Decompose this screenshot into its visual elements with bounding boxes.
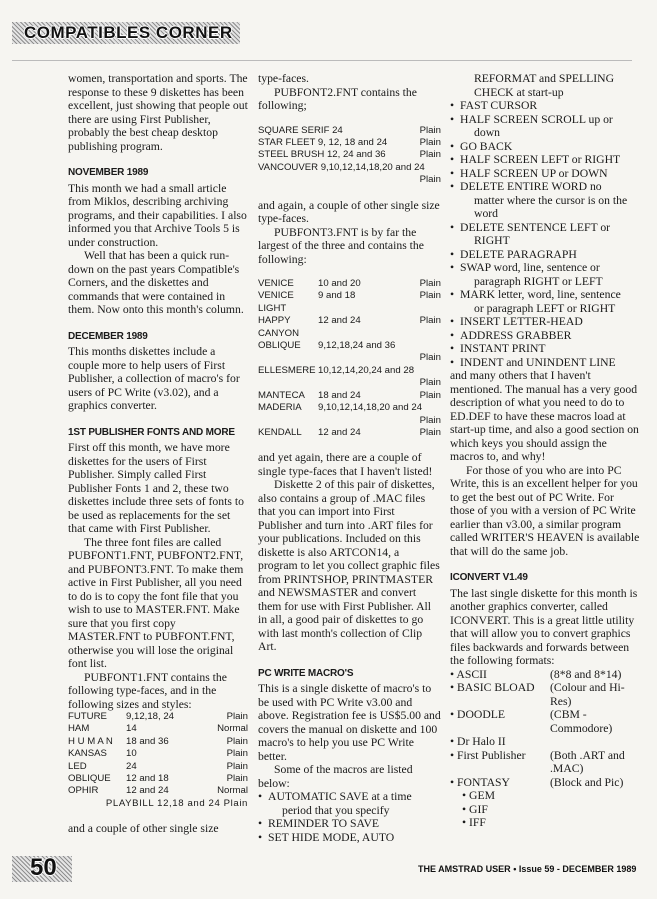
font-sizes: 14	[126, 723, 137, 735]
font-name: VENICE LIGHT	[258, 290, 294, 314]
column-1	[68, 72, 248, 836]
font-table	[258, 125, 441, 187]
list-item	[450, 342, 640, 356]
format-name-wrap	[450, 776, 550, 790]
table-row	[258, 352, 441, 364]
bullet-icon: •	[450, 153, 455, 166]
section-heading: 1ST PUBLISHER FONTS AND MORE	[68, 426, 235, 438]
format-name: GIF	[469, 802, 488, 816]
list-item	[450, 167, 640, 181]
format-name: IFF	[469, 816, 486, 829]
table-row	[258, 402, 441, 414]
font-name	[258, 415, 318, 427]
list-item	[450, 221, 640, 235]
bullet-icon: •	[450, 708, 458, 721]
list-item-text: AUTOMATIC SAVE at a time	[268, 790, 412, 804]
font-sizes: 12 and 24	[318, 315, 361, 327]
bullet-icon: •	[450, 328, 455, 342]
font-sizes: 12 and 24	[318, 426, 361, 438]
font-style: Plain	[419, 414, 441, 426]
list-item	[258, 790, 441, 804]
list-item	[450, 153, 640, 167]
list-item-text: SWAP word, line, sentence or	[460, 261, 600, 274]
font-sizes: 9 and 18	[318, 290, 356, 302]
list-item-text: REMINDER TO SAVE	[268, 817, 380, 831]
list-item	[450, 803, 640, 817]
font-style: Normal	[217, 723, 248, 735]
font-name	[258, 377, 318, 389]
list-item	[450, 248, 640, 262]
font-name: VENICE	[258, 278, 294, 290]
font-style: Plain	[419, 352, 441, 364]
font-style: Normal	[217, 785, 248, 797]
bullet-icon: •	[450, 180, 455, 193]
list-item-continuation: or paragraph LEFT or RIGHT	[474, 301, 616, 315]
bullet-icon: •	[450, 261, 455, 274]
table-row	[258, 315, 441, 340]
font-style: Plain	[226, 748, 248, 760]
font-table	[68, 711, 248, 810]
list-item	[450, 749, 640, 776]
paragraph: type-faces.	[258, 72, 309, 85]
column-3	[450, 72, 640, 830]
list-item	[450, 735, 640, 749]
list-item	[258, 831, 441, 845]
list-item	[450, 681, 640, 708]
table-row: PLAYBILL 12,18 and 24 Plain	[105, 797, 248, 809]
table-row	[258, 427, 441, 439]
font-name: HAM	[68, 723, 90, 735]
font-style: Plain	[226, 711, 248, 722]
font-style: Plain	[419, 290, 441, 302]
bullet-icon: •	[450, 355, 455, 369]
list-item-text: DELETE ENTIRE WORD no	[460, 180, 602, 193]
format-desc: (Both .ART and .MAC)	[550, 748, 625, 775]
list-item	[450, 113, 640, 127]
font-style: Plain	[419, 389, 441, 401]
font-name: ELLESMERE	[258, 364, 316, 376]
table-row	[258, 340, 441, 352]
font-name: SQUARE SERIF 24	[258, 124, 343, 136]
format-name-wrap	[450, 681, 550, 708]
list-item	[450, 789, 640, 803]
column-2	[258, 72, 441, 844]
separator: •	[513, 864, 517, 874]
table-row	[258, 365, 441, 377]
paragraph: Diskette 2 of this pair of diskettes, also contains a group of .MAC files that you can import into First Publisher and turn into .ART files for your publications. Included on this diskette is also ARTCON14, a program to let you collect graphic files from PRINTSHOP, PRINTMASTER and NEWSMASTER and convert them for use with First Publisher. All in all, a good pair of diskettes to go with last month's collection of Clip Art.	[258, 478, 440, 654]
font-style: Plain	[226, 773, 248, 785]
paragraph: This month we had a small article from Miklos, describing archiving programs, and their capabilities. I also informed you that Archive Tools 5 is under construction.	[68, 181, 247, 249]
format-name-wrap	[450, 708, 550, 735]
bullet-icon: •	[462, 789, 470, 802]
format-name: First Publisher	[457, 748, 526, 762]
font-style: Plain	[226, 760, 248, 772]
font-style: Plain	[419, 136, 441, 148]
paragraph: This is a single diskette of macro's to be used with PC Write v3.00 and above. Registration fee is US$5.00 and covers the manual on diskette and 100 macro's to help you use PC Write better.	[258, 682, 441, 763]
list-item-text: INSTANT PRINT	[460, 342, 546, 355]
bullet-icon: •	[450, 667, 457, 681]
list-item	[450, 180, 640, 194]
format-name: Dr Halo II	[457, 735, 506, 748]
paragraph: and again, a couple of other single size type-faces.	[258, 198, 440, 226]
bullet-icon: •	[450, 342, 455, 355]
table-row	[68, 748, 248, 760]
format-name: DOODLE	[457, 708, 506, 721]
section-heading: DECEMBER 1989	[68, 330, 148, 342]
page-number: 50	[30, 854, 57, 881]
list-item-text: SET HIDE MODE, AUTO	[268, 830, 395, 844]
list-item	[450, 776, 640, 790]
format-desc: (CBM - Commodore)	[550, 708, 613, 735]
font-name: HAPPY CANYON	[258, 315, 300, 339]
list-item-continuation: RIGHT	[474, 234, 510, 247]
table-row	[258, 125, 441, 137]
paragraph: women, transportation and sports. The response to these 9 diskettes has been excellent, just showing that people out there are using First Publisher, probably the best cheap desktop publishing program.	[68, 72, 248, 153]
font-sizes: 9,12,18,24 and 36	[318, 340, 396, 352]
font-style: Plain	[419, 124, 441, 136]
paragraph: and many others that I haven't mentioned. The manual has a very good description of what you need to do to ED.DEF to have these macros load at start-up time, and also a good section on which keys you should assign the macros to, and why!	[450, 369, 639, 463]
format-name-wrap	[450, 749, 550, 776]
bullet-icon: •	[450, 112, 455, 126]
font-name	[258, 352, 318, 364]
list-item-text: INDENT and UNINDENT LINE	[460, 355, 616, 369]
font-name: KENDALL	[258, 426, 302, 438]
table-row	[68, 736, 248, 748]
paragraph: and a couple of other single size	[68, 822, 219, 836]
paragraph: For those of you who are into PC Write, this is an excellent helper for you to get the best out of PC Write. For those of you with a version of PC Write earlier than v3.00, a similar program called WRITER'S HEAVEN is available that will do the same job.	[450, 463, 640, 558]
table-row	[258, 278, 441, 290]
table-row	[258, 415, 441, 427]
list-item	[450, 816, 640, 830]
table-row	[68, 773, 248, 785]
bullet-icon: •	[450, 247, 455, 261]
list-item	[450, 668, 640, 682]
list-item-continuation: CHECK at start-up	[474, 85, 564, 99]
font-sizes: 18 and 36	[126, 735, 169, 747]
list-item-text: HALF SCREEN UP or DOWN	[460, 166, 608, 180]
bullet-icon: •	[450, 99, 455, 112]
format-name: FONTASY	[457, 775, 510, 789]
bullet-icon: •	[450, 735, 458, 748]
paragraph: Well that has been a quick run-down on the past years Compatible's Corners, and the diskettes and commands that were contained in them. Now onto this month's column.	[68, 249, 244, 316]
font-sizes: 10	[126, 748, 137, 760]
list-item	[450, 261, 640, 275]
font-style: Plain	[419, 426, 441, 438]
font-name: OPHIR	[68, 785, 99, 797]
table-row	[68, 711, 248, 723]
paragraph: and yet again, there are a couple of single type-faces that I haven't listed!	[258, 451, 433, 478]
font-style: Plain	[419, 315, 441, 327]
list-item-continuation: down	[474, 126, 500, 139]
footer-credit	[418, 864, 636, 874]
list-item	[450, 99, 640, 113]
list-item	[258, 817, 441, 831]
magazine-name: THE AMSTRAD USER	[418, 864, 511, 874]
list-item-continuation: period that you specify	[282, 803, 390, 817]
font-style: Plain	[419, 278, 441, 290]
font-name: FUTURE	[68, 711, 107, 722]
table-row	[68, 761, 248, 773]
format-name: GEM	[469, 789, 495, 802]
font-sizes: 12 and 18	[126, 773, 169, 785]
list-item	[450, 315, 640, 329]
list-item-text: FAST CURSOR	[460, 99, 538, 112]
issue-info: Issue 59 - DECEMBER 1989	[518, 864, 637, 874]
font-style: Plain	[419, 174, 441, 186]
section-heading: PC WRITE MACRO'S	[258, 667, 354, 679]
table-row	[258, 174, 441, 186]
list-item-text: ADDRESS GRABBER	[460, 328, 572, 342]
table-row	[258, 390, 441, 402]
paragraph: PUBFONT3.FNT is by far the largest of the three and contains the following:	[258, 225, 424, 266]
font-style: Plain	[226, 735, 248, 747]
paragraph: PUBFONT1.FNT contains the following type-faces, and in the following sizes and styles:	[68, 670, 227, 711]
table-row	[258, 377, 441, 389]
paragraph: The three font files are called PUBFONT1.FNT, PUBFONT2.FNT, and PUBFONT3.FNT. To make them active in First Publisher, all you need to do is to copy the font file that you wish to use to MASTER.FNT. Make sure that you first copy MASTER.FNT to PUBFONT.FNT, otherwise you will lose the original font list.	[68, 535, 244, 670]
format-name-wrap	[450, 735, 550, 749]
font-name: VANCOUVER 9,10,12,14,18,20 and 24	[258, 161, 425, 173]
list-item-text: MARK letter, word, line, sentence	[460, 288, 621, 301]
table-row	[258, 137, 441, 149]
list-item-continuation: paragraph RIGHT or LEFT	[474, 274, 603, 288]
font-sizes: 12 and 24	[126, 785, 169, 797]
section-heading: ICONVERT V1.49	[450, 572, 528, 583]
font-sizes: 24	[126, 760, 137, 772]
bullet-icon: •	[258, 790, 263, 804]
bullet-icon: •	[462, 816, 470, 829]
list-item	[450, 356, 640, 370]
font-name: LED	[68, 760, 87, 772]
list-item	[450, 140, 640, 154]
section-heading: NOVEMBER 1989	[68, 167, 149, 178]
list-item-text: DELETE SENTENCE LEFT or	[460, 220, 611, 234]
bullet-icon: •	[450, 315, 455, 328]
font-name: STAR FLEET 9, 12, 18 and 24	[258, 136, 388, 148]
font-sizes: 9,12,18, 24	[126, 711, 175, 722]
list-item-text: DELETE PARAGRAPH	[460, 247, 577, 261]
font-name: OBLIQUE	[258, 340, 301, 352]
list-item-text: HALF SCREEN LEFT or RIGHT	[460, 153, 621, 166]
table-row	[258, 162, 441, 174]
section-title: COMPATIBLES CORNER	[24, 23, 233, 42]
table-row	[68, 723, 248, 735]
bullet-icon: •	[450, 288, 455, 301]
bullet-icon: •	[450, 220, 455, 234]
table-row	[258, 149, 441, 161]
format-name-wrap	[450, 668, 550, 682]
font-sizes: 18 and 24	[318, 389, 361, 401]
table-row	[68, 785, 248, 797]
font-name: MANTECA	[258, 389, 305, 401]
font-name: H U M A N	[68, 735, 113, 747]
font-name: STEEL BRUSH 12, 24 and 36	[258, 149, 386, 161]
bullet-icon: •	[450, 166, 455, 180]
bullet-icon: •	[258, 817, 263, 831]
font-style: Plain	[419, 377, 441, 389]
list-item-text: INSERT LETTER-HEAD	[460, 315, 583, 328]
list-item-continuation: REFORMAT and SPELLING	[474, 72, 615, 85]
paragraph: The last single diskette for this month is another graphics converter, called ICONVERT. This is a great little utility that will allow you to convert graphics files backwards and forwards between the following formats:	[450, 586, 638, 667]
paragraph: Some of the macros are listed below:	[258, 763, 413, 790]
font-name: OBLIQUE	[68, 773, 111, 785]
paragraph: First off this month, we have more diskettes for the users of First Publisher. Simply called First Publisher Fonts 1 and 2, these two diskettes include three sets of fonts to be used as replacements for the set that came with First Publisher.	[68, 441, 244, 535]
font-name: MADERIA	[258, 402, 302, 414]
format-name: ASCII	[456, 667, 487, 681]
list-item	[450, 288, 640, 302]
header-rule	[12, 60, 632, 61]
bullet-icon: •	[450, 748, 458, 762]
font-sizes: 10 and 20	[318, 278, 361, 290]
list-item-continuation: matter where the cursor is on the word	[474, 193, 628, 220]
bullet-icon: •	[450, 681, 458, 694]
list-item	[450, 708, 640, 735]
table-row	[258, 290, 441, 315]
bullet-icon: •	[462, 802, 470, 816]
format-name: BASIC BLOAD	[457, 681, 535, 694]
format-desc: (8*8 and 8*14)	[550, 667, 622, 681]
format-desc	[550, 735, 640, 749]
font-style: Plain	[419, 149, 441, 161]
format-desc: (Colour and Hi-Res)	[550, 681, 625, 708]
list-item	[450, 329, 640, 343]
font-table	[258, 278, 441, 439]
list-item-text: HALF SCREEN SCROLL up or	[460, 112, 613, 126]
format-desc: (Block and Pic)	[550, 775, 624, 789]
paragraph: This months diskettes include a couple more to help users of First Publisher, a collection of macro's for users of PC Write (v3.02), and a graphics converter.	[68, 345, 240, 412]
bullet-icon: •	[450, 775, 458, 789]
font-name: KANSAS	[68, 748, 107, 760]
bullet-icon: •	[258, 830, 263, 844]
font-sizes: 10,12,14,20,24 and 28	[318, 364, 415, 376]
list-item-text: GO BACK	[460, 139, 513, 153]
font-sizes: 9,10,12,14,18,20 and 24	[318, 402, 423, 414]
paragraph: PUBFONT2.FNT contains the following;	[258, 85, 417, 112]
bullet-icon: •	[450, 139, 455, 153]
